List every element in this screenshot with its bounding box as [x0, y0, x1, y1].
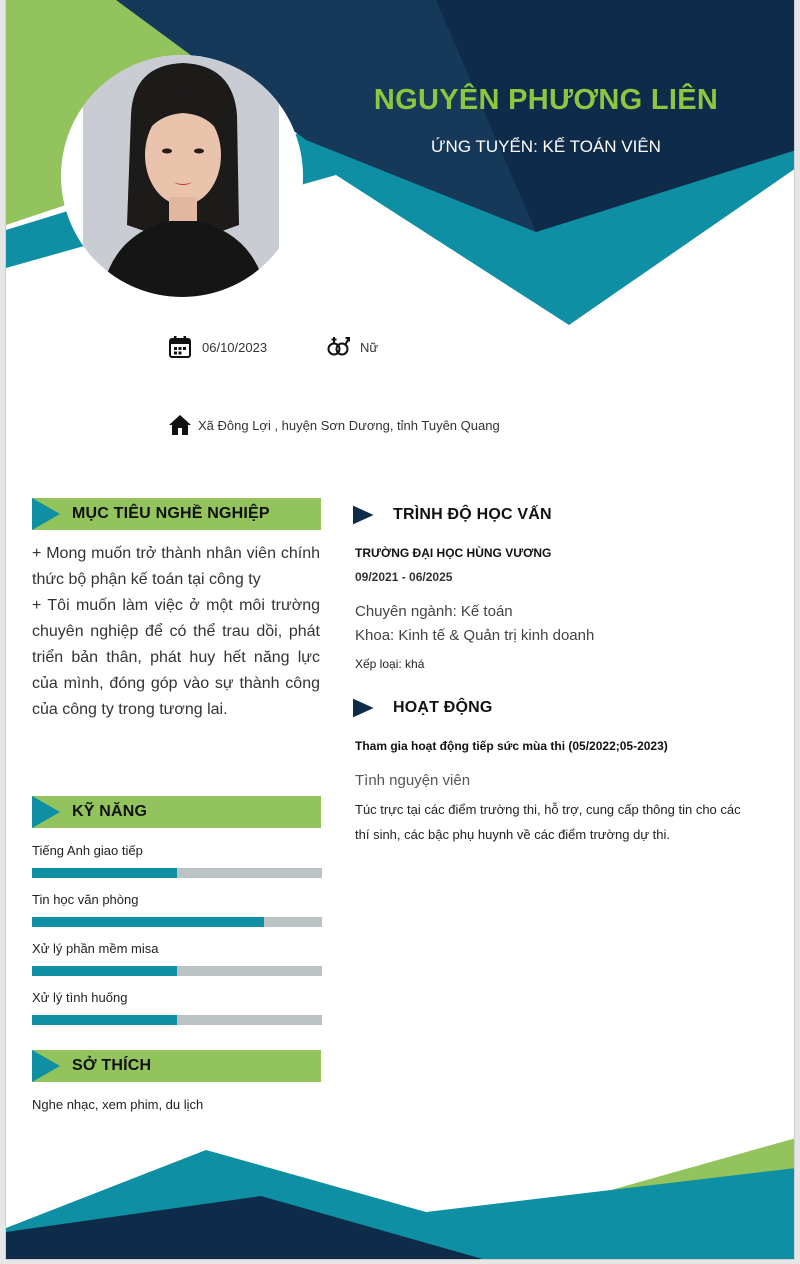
skill-bar-fill	[32, 868, 177, 878]
education-title: TRÌNH ĐỘ HỌC VẤN	[393, 506, 552, 523]
study-period: 09/2021 - 06/2025	[355, 570, 453, 584]
applied-position: ỨNG TUYỂN: KẾ TOÁN VIÊN	[431, 137, 661, 156]
objective-title: MỤC TIÊU NGHỀ NGHIỆP	[72, 505, 270, 522]
education-header	[353, 499, 733, 531]
skill-label: Tin học văn phòng	[32, 892, 139, 907]
skill-bar	[32, 1015, 322, 1025]
hobbies-header	[32, 1050, 321, 1082]
calendar-icon	[168, 335, 192, 359]
skills-header	[32, 796, 321, 828]
gender-row	[326, 335, 378, 359]
skill-bar-fill	[32, 966, 177, 976]
portrait-image	[61, 55, 303, 297]
major: Chuyên ngành: Kế toán	[355, 603, 513, 620]
gender-icon	[326, 335, 350, 359]
skill-label: Tiếng Anh giao tiếp	[32, 843, 143, 858]
home-icon	[168, 414, 192, 436]
skills-title: KỸ NĂNG	[72, 803, 148, 820]
skill-label: Xử lý tình huống	[32, 990, 128, 1005]
profile-photo	[61, 55, 303, 297]
school-name: TRƯỜNG ĐẠI HỌC HÙNG VƯƠNG	[355, 546, 552, 560]
triangle-marker-icon	[32, 796, 60, 828]
candidate-name: NGUYÊN PHƯƠNG LIÊN	[373, 84, 719, 116]
activity-role: Tình nguyện viên	[355, 772, 471, 789]
skill-bar-fill	[32, 917, 264, 927]
skill-bar-fill	[32, 1015, 177, 1025]
triangle-marker-icon	[32, 498, 60, 530]
activity-description: Túc trực tại các điểm trường thi, hỗ trợ, cung cấp thông tin cho các thí sinh, các bậc phụ huynh về các điểm trường dự thi.	[355, 802, 741, 842]
rank: Xếp loại: khá	[355, 657, 425, 671]
skill-bar	[32, 966, 322, 976]
skill-bar	[32, 917, 322, 927]
triangle-marker-icon	[353, 692, 377, 724]
address-value: Xã Đông Lợi , huyện Sơn Dương, tỉnh Tuyên Quang	[198, 417, 500, 433]
objective-text	[32, 541, 320, 723]
skill-bar	[32, 868, 322, 878]
address-row	[168, 414, 500, 436]
faculty: Khoa: Kinh tế & Quản trị kinh doanh	[355, 627, 595, 644]
activity-event: Tham gia hoạt động tiếp sức mùa thi (05/2022;05-2023)	[355, 739, 668, 753]
birthdate-row	[168, 335, 267, 359]
triangle-marker-icon	[32, 1050, 60, 1082]
cv-page	[5, 0, 795, 1260]
objective-header	[32, 498, 321, 530]
hobbies-text: Nghe nhạc, xem phim, du lịch	[32, 1097, 204, 1112]
activities-title: HOẠT ĐỘNG	[393, 699, 493, 716]
birthdate-value: 06/10/2023	[202, 339, 268, 355]
skill-label: Xử lý phần mềm misa	[32, 941, 159, 956]
objective-line-2: + Tôi muốn làm việc ở một môi trường chuyên nghiệp để có thể trau dồi, phát triển bản thân, phát huy hết năng lực của mình, đóng góp vào sự thành công của công ty trong tương lai.	[32, 597, 320, 718]
activities-header	[353, 692, 733, 724]
objective-line-1: + Mong muốn trở thành nhân viên chính thức bộ phận kế toán tại công ty	[32, 545, 320, 588]
triangle-marker-icon	[353, 499, 377, 531]
gender-value: Nữ	[360, 339, 379, 355]
hobbies-title: SỞ THÍCH	[72, 1057, 152, 1074]
